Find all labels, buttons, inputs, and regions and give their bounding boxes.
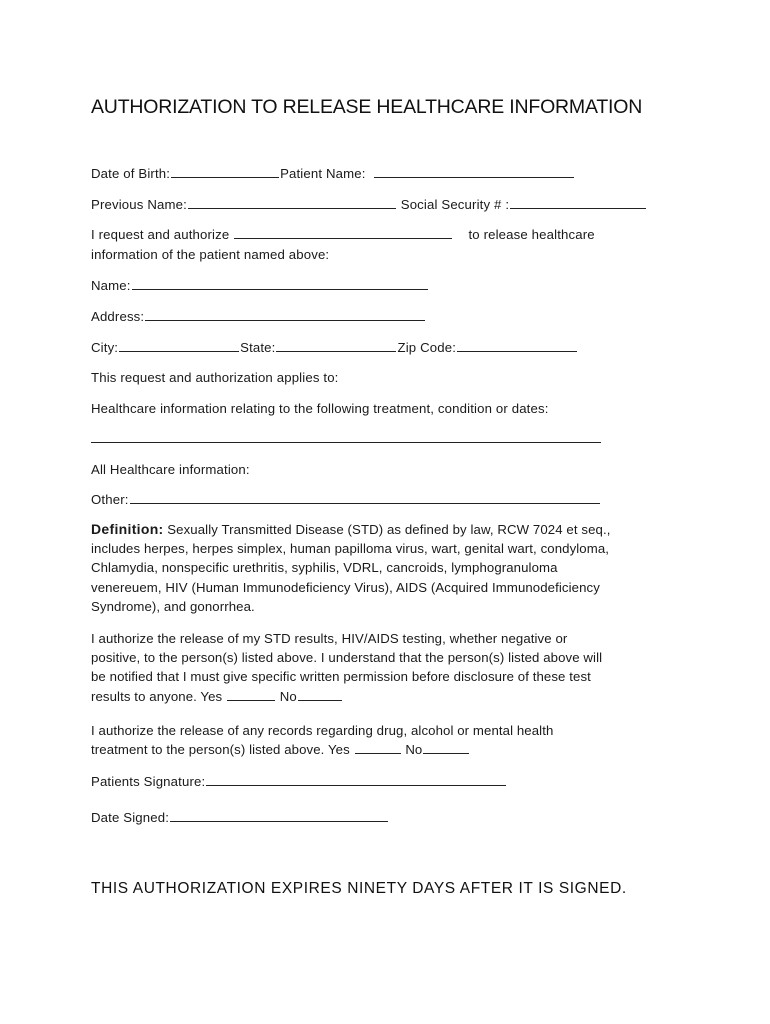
ssn-label: Social Security # :: [400, 197, 510, 212]
date-signed-row: [91, 809, 389, 827]
records-no-field[interactable]: [423, 742, 469, 754]
city-label: City:: [91, 340, 119, 355]
records-consent-paragraph: [91, 721, 691, 759]
date-signed-label: Date Signed:: [91, 810, 170, 825]
definition-line1: Sexually Transmitted Disease (STD) as defined by law, RCW 7024 et seq.,: [167, 522, 611, 537]
patient-name-field[interactable]: [374, 166, 574, 178]
patient-signature-row: [91, 773, 507, 791]
dob-patient-row: [91, 165, 575, 183]
std-yes-field[interactable]: [227, 689, 275, 701]
definition-line5: Syndrome), and gonorrhea.: [91, 598, 255, 614]
dob-field[interactable]: [171, 166, 279, 178]
date-signed-field[interactable]: [170, 810, 388, 822]
request-line2: information of the patient named above:: [91, 247, 330, 262]
name-label: Name:: [91, 278, 131, 293]
patient-signature-label: Patients Signature:: [91, 774, 206, 789]
patient-name-label: Patient Name:: [280, 166, 366, 181]
treatment-field[interactable]: [91, 431, 601, 443]
recipient-name-field[interactable]: [132, 278, 428, 290]
other-label: Other:: [91, 492, 129, 507]
recipient-address-field[interactable]: [145, 309, 425, 321]
std-consent-paragraph: [91, 629, 691, 706]
request-label: I request and authorize: [91, 227, 230, 242]
request-suffix: to release healthcare: [468, 227, 595, 242]
dob-label: Date of Birth:: [91, 166, 171, 181]
zip-field[interactable]: [457, 340, 577, 352]
std-consent-line2: positive, to the person(s) listed above. I understand that the person(s) listed above will: [91, 650, 603, 666]
other-field[interactable]: [130, 492, 600, 504]
treatment-label: Healthcare information relating to the following treatment, condition or dates:: [91, 401, 549, 416]
applies-label: This request and authorization applies to:: [91, 370, 339, 385]
ssn-field[interactable]: [510, 197, 646, 209]
previous-name-field[interactable]: [188, 197, 396, 209]
definition-line2: includes herpes, herpes simplex, human papilloma virus, wart, genital wart, condyloma,: [91, 541, 610, 557]
treatment-row: [91, 430, 601, 448]
authorized-party-field[interactable]: [234, 227, 452, 239]
patient-signature-field[interactable]: [206, 774, 506, 786]
previous-name-ssn-row: [91, 196, 647, 214]
recipient-address-row: [91, 308, 426, 326]
all-info-label: All Healthcare information:: [91, 462, 250, 477]
records-no-label: No: [405, 742, 423, 758]
std-consent-line4: results to anyone. Yes: [91, 688, 223, 704]
records-consent-line2: treatment to the person(s) listed above. Yes: [91, 742, 350, 758]
definition-paragraph: [91, 520, 691, 616]
std-no-label: No: [279, 688, 297, 704]
definition-line4: venereuem, HIV (Human Immunodeficiency Virus), AIDS (Acquired Immunodeficiency: [91, 579, 600, 595]
definition-label: Definition:: [91, 521, 164, 537]
form-title: AUTHORIZATION TO RELEASE HEALTHCARE INFORMATION: [91, 96, 643, 118]
city-state-zip-row: [91, 339, 578, 357]
std-consent-line3: be notified that I must give specific written permission before disclosure of these test: [91, 669, 591, 685]
std-consent-line1: I authorize the release of my STD results, HIV/AIDS testing, whether negative or: [91, 631, 568, 646]
std-no-field[interactable]: [298, 689, 342, 701]
other-row: [91, 491, 601, 509]
state-field[interactable]: [276, 340, 396, 352]
records-yes-field[interactable]: [355, 742, 401, 754]
definition-line3: Chlamydia, nonspecific urethritis, syphilis, VDRL, cancroids, lymphogranuloma: [91, 560, 558, 576]
zip-label: Zip Code:: [397, 340, 457, 355]
expiration-notice: THIS AUTHORIZATION EXPIRES NINETY DAYS AFTER IT IS SIGNED.: [91, 880, 627, 897]
previous-name-label: Previous Name:: [91, 197, 187, 212]
request-authorize-row: [91, 226, 595, 244]
city-field[interactable]: [119, 340, 239, 352]
state-label: State:: [240, 340, 276, 355]
recipient-name-row: [91, 277, 429, 295]
address-label: Address:: [91, 309, 145, 324]
records-consent-line1: I authorize the release of any records regarding drug, alcohol or mental health: [91, 723, 554, 738]
